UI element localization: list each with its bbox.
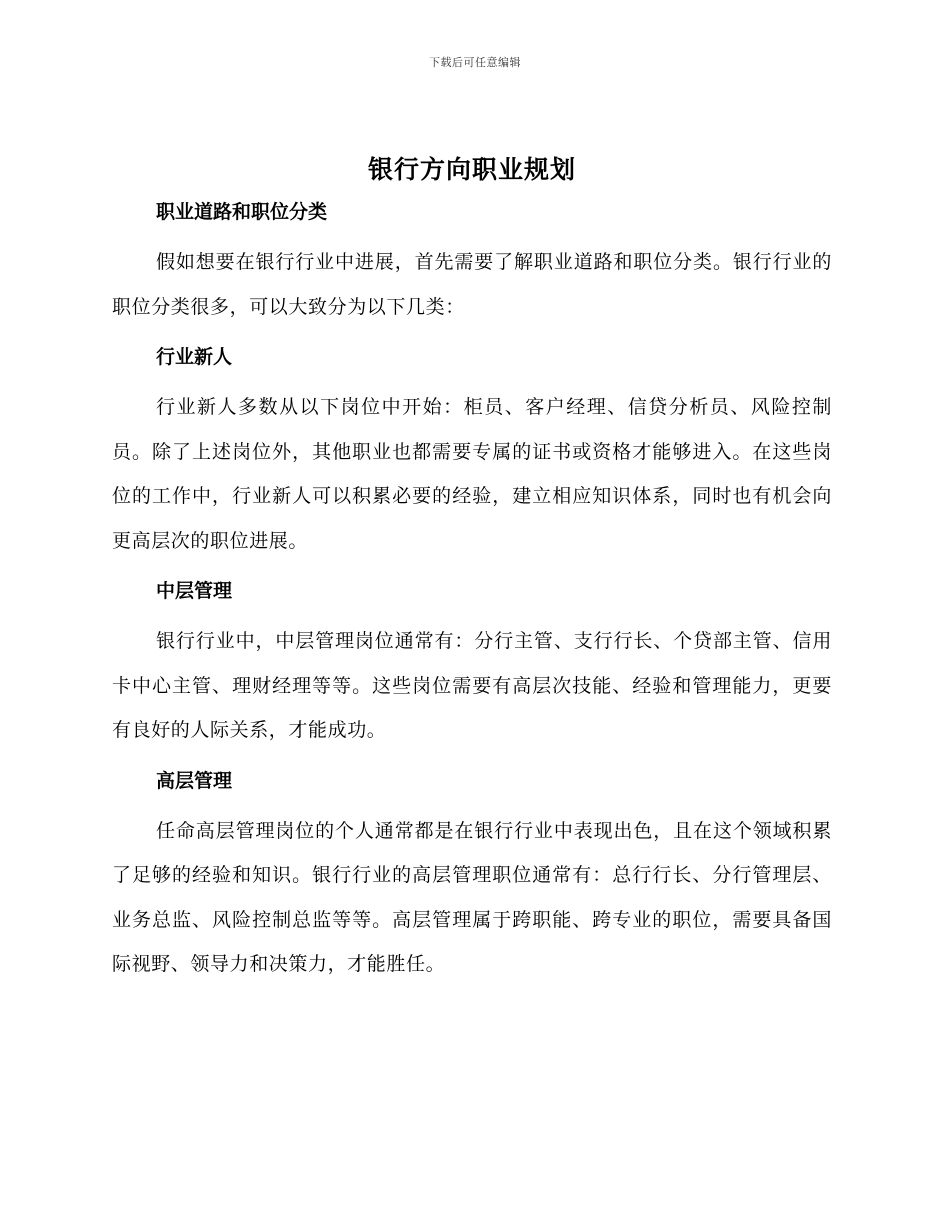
section-heading-senior-management: 高层管理 — [156, 769, 233, 792]
section-paragraph-newcomer: 行业新人多数从以下岗位中开始：柜员、客户经理、信贷分析员、风险控制员。除了上述岗位外，其他职业也都需要专属的证书或资格才能够进入。在这些岗位的工作中，行业新人可以积累必要的经验，建立相应知识体系，同时也有机会向更高层次的职位进展。 — [112, 396, 832, 552]
section-paragraph-middle-management: 银行行业中，中层管理岗位通常有：分行主管、支行行长、个贷部主管、信用卡中心主管、理财经理等等。这些岗位需要有高层次技能、经验和管理能力，更要有良好的人际关系，才能成功。 — [112, 630, 832, 741]
document-title: 银行方向职业规划 — [367, 155, 576, 184]
section-heading-newcomer: 行业新人 — [156, 346, 233, 368]
section-paragraph-senior-management: 任命高层管理岗位的个人通常都是在银行行业中表现出色，且在这个领域积累了足够的经验和知识。银行行业的高层管理职位通常有：总行行长、分行管理层、业务总监、风险控制总监等等。高层管理属于跨职能、跨专业的职位，需要具备国际视野、领导力和决策力，才能胜任。 — [112, 819, 832, 975]
section-heading-career-path: 职业道路和职位分类 — [156, 201, 328, 223]
section-paragraph-career-path: 假如想要在银行行业中进展，首先需要了解职业道路和职位分类。银行行业的职位分类很多，可以大致分为以下几类： — [112, 251, 832, 318]
header-note: 下载后可任意编辑 — [429, 56, 521, 69]
document-content — [112, 150, 832, 987]
section-heading-middle-management: 中层管理 — [156, 580, 233, 602]
